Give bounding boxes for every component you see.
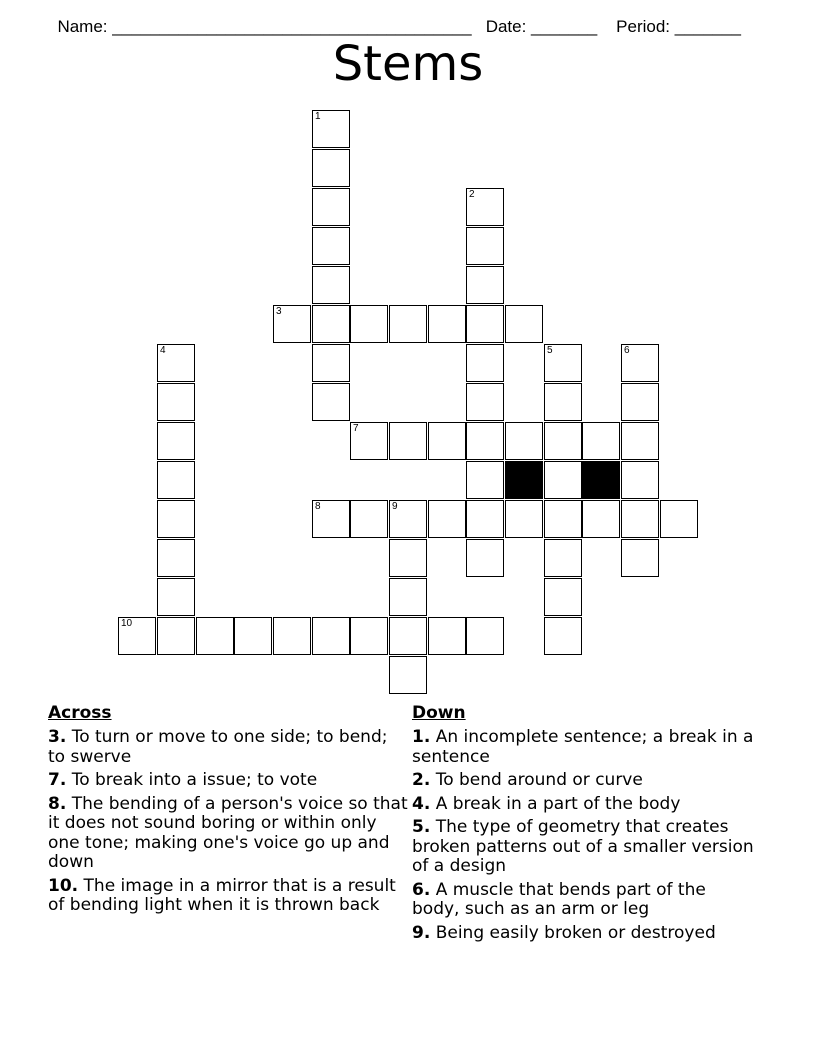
clue-text: The type of geometry that creates broken patterns out of a smaller version of a design <box>412 817 754 876</box>
clue-text: A muscle that bends part of the body, such as an arm or leg <box>412 879 706 919</box>
grid-cell[interactable] <box>389 617 427 655</box>
grid-cell[interactable] <box>466 617 504 655</box>
grid-cell[interactable] <box>157 461 195 499</box>
clue-text: To turn or move to one side; to bend; to swerve <box>48 727 388 767</box>
grid-cell[interactable] <box>157 383 195 421</box>
grid-cell[interactable] <box>505 500 543 538</box>
clue-item <box>48 877 408 916</box>
down-clues <box>412 703 757 947</box>
clue-item <box>412 795 757 815</box>
grid-cell[interactable] <box>389 539 427 577</box>
grid-cell[interactable] <box>157 344 195 382</box>
clue-item <box>412 818 757 877</box>
clue-number: 1. <box>412 727 431 747</box>
grid-cell[interactable] <box>505 305 543 343</box>
grid-cell[interactable] <box>157 422 195 460</box>
grid-cell[interactable] <box>466 188 504 226</box>
grid-cell[interactable] <box>157 539 195 577</box>
clue-number: 4. <box>412 793 431 814</box>
grid-cell[interactable] <box>466 305 504 343</box>
clue-item <box>48 771 408 791</box>
grid-cell[interactable] <box>157 578 195 616</box>
clue-number: 6 <box>624 345 630 356</box>
grid-cell[interactable] <box>312 266 350 304</box>
across-clues <box>48 703 408 920</box>
grid-cell[interactable] <box>312 500 350 538</box>
grid-cell[interactable] <box>312 305 350 343</box>
clue-number: 6. <box>412 879 431 900</box>
grid-cell[interactable] <box>234 617 272 655</box>
grid-cell[interactable] <box>582 500 620 538</box>
grid-cell[interactable] <box>428 617 466 655</box>
clue-text: The image in a mirror that is a result of bending light when it is thrown back <box>48 875 396 915</box>
clue-number: 4 <box>160 345 166 356</box>
clue-number: 8 <box>315 501 321 512</box>
grid-cell[interactable] <box>118 617 156 655</box>
grid-cell[interactable] <box>157 500 195 538</box>
clue-number: 9. <box>412 922 431 943</box>
name-field: Name: ______________________________________ <box>57 17 472 36</box>
grid-cell[interactable] <box>350 422 388 460</box>
grid-cell[interactable] <box>466 266 504 304</box>
grid-cell[interactable] <box>312 383 350 421</box>
clue-number: 3. <box>48 727 67 747</box>
grid-cell[interactable] <box>544 500 582 538</box>
grid-cell[interactable] <box>621 344 659 382</box>
clue-item <box>412 881 757 920</box>
grid-cell[interactable] <box>312 227 350 265</box>
clue-item <box>48 795 408 873</box>
grid-cell[interactable] <box>428 305 466 343</box>
grid-cell[interactable] <box>428 422 466 460</box>
grid-cell[interactable] <box>466 227 504 265</box>
clue-text: An incomplete sentence; a break in a sentence <box>412 727 754 767</box>
grid-cell[interactable] <box>428 500 466 538</box>
clue-number: 8. <box>48 793 67 814</box>
grid-cell[interactable] <box>312 188 350 226</box>
clue-number: 3 <box>276 306 282 317</box>
grid-cell[interactable] <box>350 617 388 655</box>
clue-text: A break in a part of the body <box>430 793 681 814</box>
clue-text: The bending of a person's voice so that it does not sound boring or within only one tone; making one's voice go up and down <box>48 793 408 872</box>
grid-cell[interactable] <box>196 617 234 655</box>
clue-number: 7. <box>48 770 67 790</box>
grid-cell[interactable] <box>312 110 350 148</box>
clue-text: To bend around or curve <box>430 770 643 790</box>
grid-cell[interactable] <box>350 500 388 538</box>
grid-cell[interactable] <box>466 383 504 421</box>
clue-number: 5. <box>412 817 431 837</box>
grid-cell[interactable] <box>544 383 582 421</box>
grid-cell[interactable] <box>582 422 620 460</box>
clue-number: 2. <box>412 770 431 790</box>
clue-text: To break into a issue; to vote <box>66 770 318 790</box>
grid-cell[interactable] <box>660 500 698 538</box>
date-field: Date: _______ <box>485 17 598 36</box>
clue-item <box>412 924 757 944</box>
grid-cell[interactable] <box>621 461 659 499</box>
clue-number: 2 <box>469 189 475 200</box>
grid-cell[interactable] <box>389 656 427 694</box>
grid-cell[interactable] <box>505 422 543 460</box>
grid-cell[interactable] <box>389 578 427 616</box>
clue-number: 1 <box>315 111 321 122</box>
grid-cell[interactable] <box>466 422 504 460</box>
grid-cell[interactable] <box>157 617 195 655</box>
grid-cell[interactable] <box>544 539 582 577</box>
grid-cell[interactable] <box>273 305 311 343</box>
clue-number: 5 <box>547 345 553 356</box>
clue-text: Being easily broken or destroyed <box>430 922 716 943</box>
black-cell <box>505 461 543 499</box>
page-title: Stems <box>332 36 484 92</box>
clue-number: 10. <box>48 875 79 896</box>
grid-cell[interactable] <box>389 305 427 343</box>
period-field: Period: _______ <box>616 17 741 36</box>
black-cell <box>582 461 620 499</box>
clue-item <box>412 728 757 767</box>
grid-cell[interactable] <box>544 422 582 460</box>
grid-cell[interactable] <box>389 422 427 460</box>
grid-cell[interactable] <box>621 422 659 460</box>
clue-number: 10 <box>121 618 133 629</box>
grid-cell[interactable] <box>621 500 659 538</box>
grid-cell[interactable] <box>466 539 504 577</box>
grid-cell[interactable] <box>544 617 582 655</box>
clue-number: 7 <box>353 423 359 434</box>
across-heading: Across <box>48 703 112 723</box>
grid-cell[interactable] <box>273 617 311 655</box>
grid-cell[interactable] <box>544 578 582 616</box>
grid-cell[interactable] <box>544 344 582 382</box>
grid-cell[interactable] <box>312 149 350 187</box>
down-heading: Down <box>412 703 466 723</box>
grid-cell[interactable] <box>466 461 504 499</box>
clue-item <box>412 771 757 791</box>
grid-cell[interactable] <box>466 344 504 382</box>
grid-cell[interactable] <box>312 617 350 655</box>
grid-cell[interactable] <box>466 500 504 538</box>
grid-cell[interactable] <box>544 461 582 499</box>
clue-number: 9 <box>392 501 398 512</box>
clue-item <box>48 728 408 767</box>
grid-cell[interactable] <box>389 500 427 538</box>
grid-cell[interactable] <box>621 383 659 421</box>
grid-cell[interactable] <box>621 539 659 577</box>
grid-cell[interactable] <box>312 344 350 382</box>
down-clue-list <box>412 728 757 943</box>
across-clue-list <box>48 728 408 916</box>
grid-cell[interactable] <box>350 305 388 343</box>
